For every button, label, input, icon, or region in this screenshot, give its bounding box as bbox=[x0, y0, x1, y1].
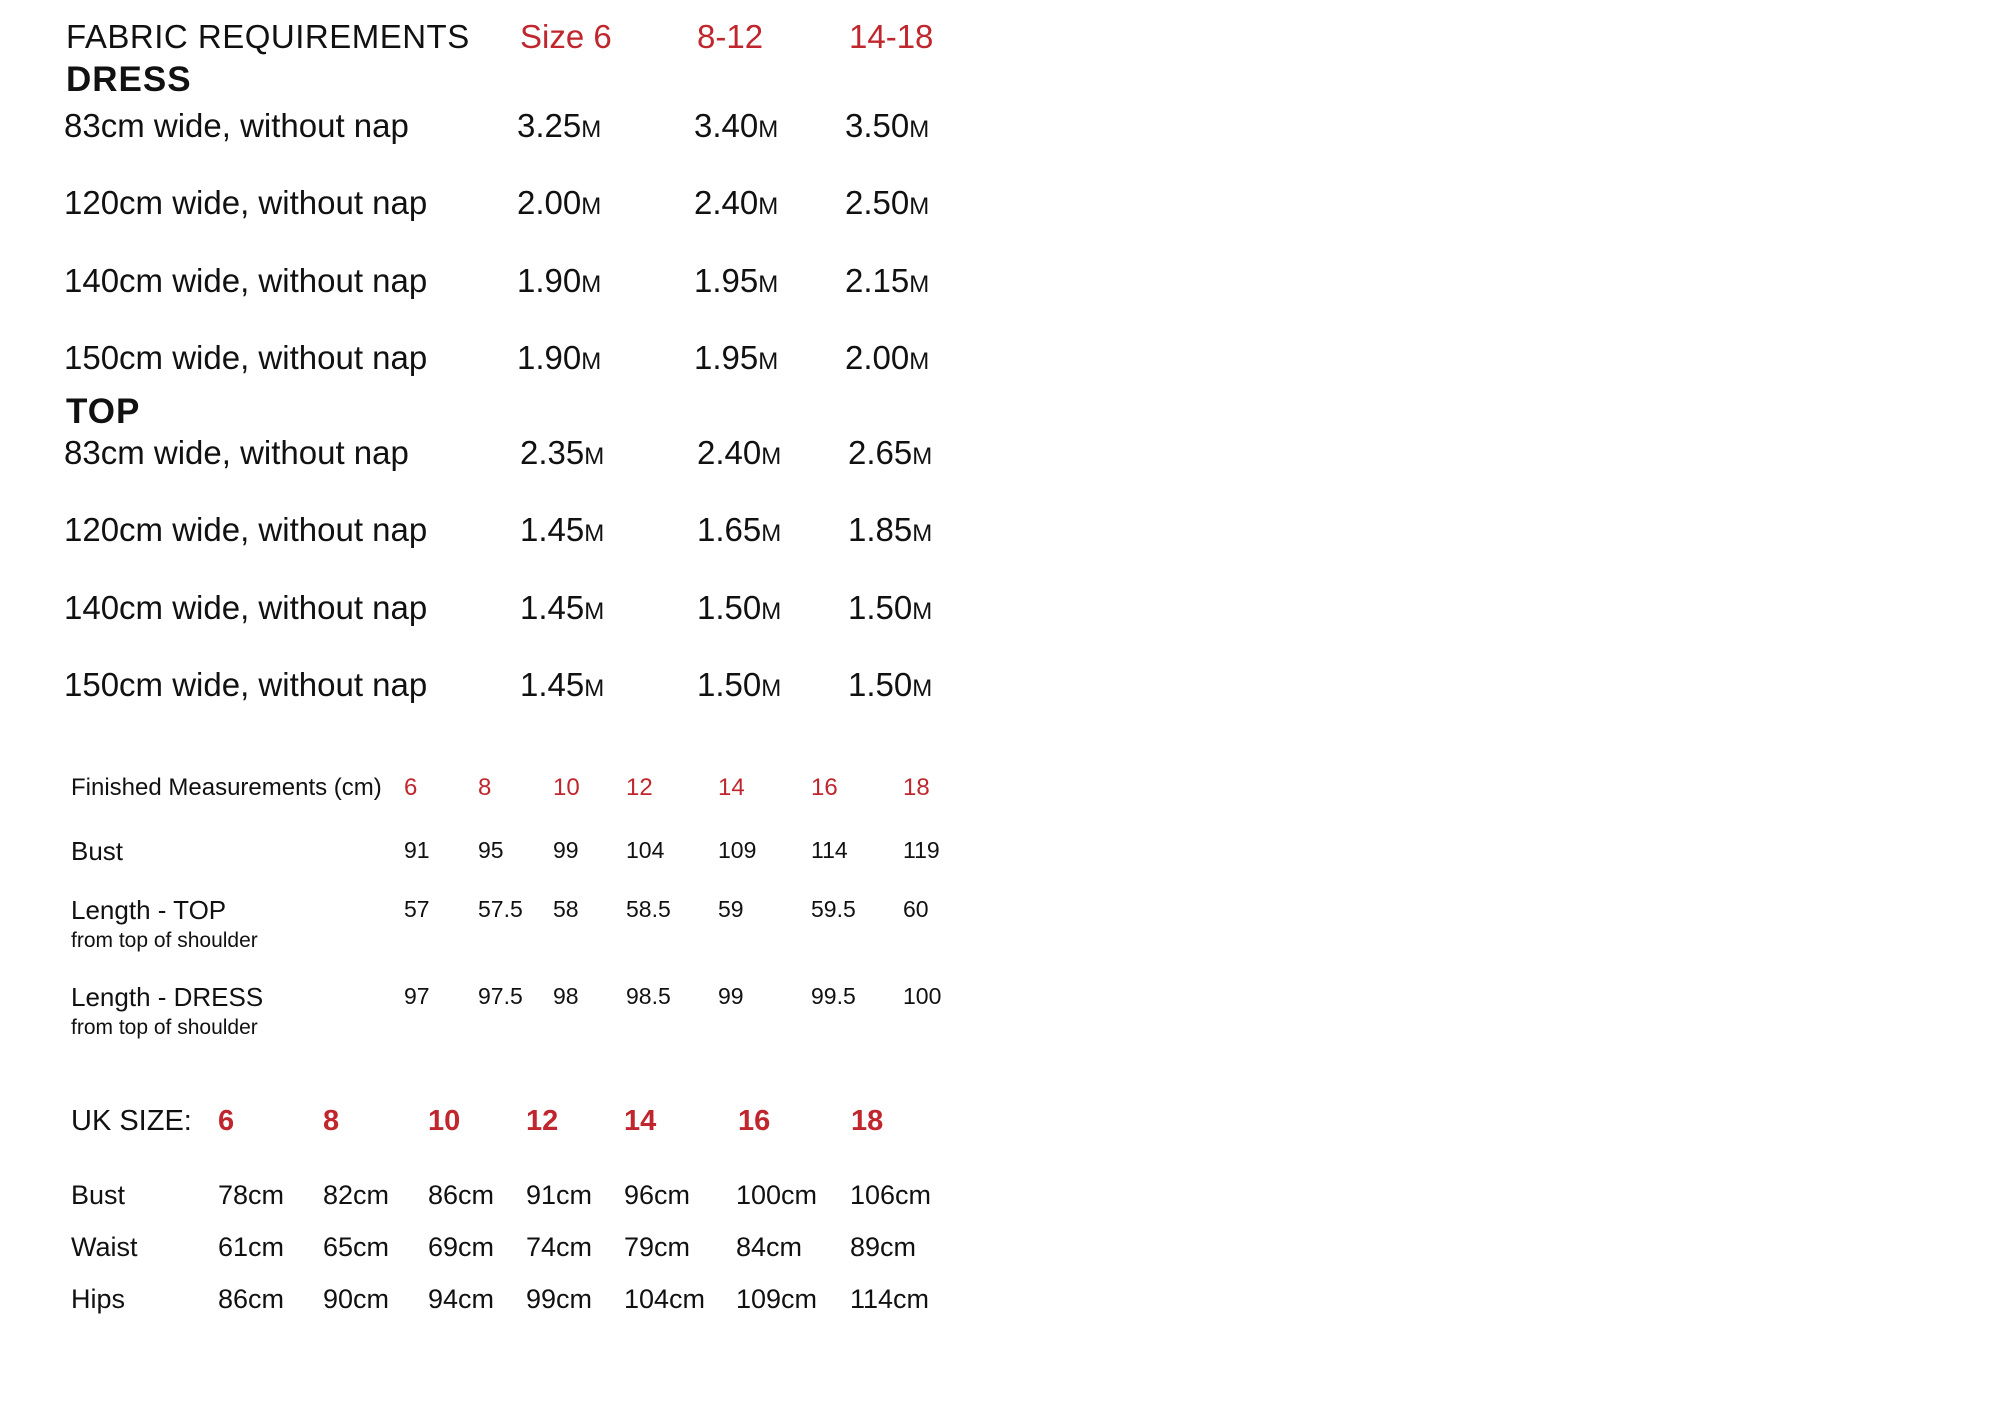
finished-size-header: 10 bbox=[553, 774, 580, 801]
uk-value: 94cm bbox=[428, 1284, 495, 1314]
fabric-amount bbox=[848, 589, 932, 627]
finished-value: 59.5 bbox=[811, 896, 856, 922]
uk-size-header: 6 bbox=[218, 1105, 235, 1137]
uk-value: 106cm bbox=[850, 1180, 932, 1210]
fabric-width-label: 140cm wide, without nap bbox=[64, 262, 428, 299]
uk-size-title: UK SIZE: bbox=[71, 1105, 192, 1137]
fabric-amount-unit: M bbox=[761, 443, 782, 470]
fabric-amount-unit: M bbox=[584, 598, 605, 625]
finished-value: 97 bbox=[404, 983, 430, 1009]
finished-value: 91 bbox=[404, 837, 430, 863]
finished-value: 104 bbox=[626, 837, 665, 863]
fabric-title: FABRIC REQUIREMENTS bbox=[66, 18, 470, 55]
fabric-amount-value: 2.40 bbox=[697, 434, 762, 471]
fabric-amount bbox=[697, 511, 781, 549]
uk-value: 84cm bbox=[736, 1232, 803, 1262]
fabric-amount-value: 2.00 bbox=[517, 184, 582, 221]
uk-value: 114cm bbox=[850, 1284, 930, 1314]
fabric-amount-value: 3.40 bbox=[694, 107, 759, 144]
finished-title: Finished Measurements (cm) bbox=[71, 774, 382, 801]
uk-value: 69cm bbox=[428, 1232, 495, 1262]
fabric-amount-unit: M bbox=[912, 675, 933, 702]
fabric-width-label: 120cm wide, without nap bbox=[64, 184, 428, 221]
fabric-amount-value: 1.95 bbox=[694, 339, 759, 376]
fabric-amount bbox=[520, 589, 604, 627]
finished-value: 99 bbox=[718, 983, 744, 1009]
finished-value: 57.5 bbox=[478, 896, 523, 922]
fabric-amount-unit: M bbox=[912, 443, 933, 470]
finished-value: 99 bbox=[553, 837, 579, 863]
uk-value: 104cm bbox=[624, 1284, 706, 1314]
fabric-amount bbox=[848, 666, 932, 704]
fabric-amount-value: 1.45 bbox=[520, 511, 585, 548]
fabric-amount bbox=[845, 262, 929, 300]
fabric-width-label: 150cm wide, without nap bbox=[64, 339, 428, 376]
finished-value: 59 bbox=[718, 896, 744, 922]
fabric-width-label: 83cm wide, without nap bbox=[64, 434, 409, 471]
uk-value: 74cm bbox=[526, 1232, 593, 1262]
fabric-amount-value: 2.15 bbox=[845, 262, 910, 299]
fabric-amount bbox=[845, 107, 929, 145]
fabric-amount bbox=[520, 666, 604, 704]
fabric-amount-value: 1.50 bbox=[697, 666, 762, 703]
fabric-amount-value: 1.50 bbox=[697, 589, 762, 626]
fabric-amount-unit: M bbox=[758, 193, 779, 220]
finished-size-header: 14 bbox=[718, 774, 745, 801]
finished-row-label: Length - TOP bbox=[71, 895, 227, 925]
section-heading: DRESS bbox=[66, 60, 192, 99]
fabric-amount-value: 2.50 bbox=[845, 184, 910, 221]
finished-value: 98.5 bbox=[626, 983, 671, 1009]
finished-value: 95 bbox=[478, 837, 504, 863]
fabric-amount bbox=[697, 666, 781, 704]
finished-value: 114 bbox=[811, 837, 848, 863]
finished-size-header: 12 bbox=[626, 774, 653, 801]
finished-size-header: 8 bbox=[478, 774, 492, 801]
finished-value: 97.5 bbox=[478, 983, 523, 1009]
fabric-amount-value: 1.90 bbox=[517, 262, 582, 299]
fabric-amount-unit: M bbox=[584, 520, 605, 547]
uk-value: 100cm bbox=[736, 1180, 818, 1210]
fabric-amount-unit: M bbox=[758, 271, 779, 298]
fabric-amount-unit: M bbox=[761, 520, 782, 547]
fabric-amount-value: 1.50 bbox=[848, 589, 913, 626]
fabric-amount-value: 1.45 bbox=[520, 666, 585, 703]
fabric-amount-value: 1.85 bbox=[848, 511, 913, 548]
fabric-amount-unit: M bbox=[909, 116, 930, 143]
uk-value: 82cm bbox=[323, 1180, 390, 1210]
finished-value: 99.5 bbox=[811, 983, 856, 1009]
fabric-amount-unit: M bbox=[581, 271, 602, 298]
fabric-amount-value: 2.40 bbox=[694, 184, 759, 221]
fabric-amount-unit: M bbox=[761, 675, 782, 702]
fabric-amount-value: 1.65 bbox=[697, 511, 762, 548]
fabric-amount bbox=[845, 339, 929, 377]
fabric-amount-unit: M bbox=[909, 271, 930, 298]
fabric-amount-value: 1.95 bbox=[694, 262, 759, 299]
fabric-amount-value: 2.35 bbox=[520, 434, 585, 471]
fabric-amount bbox=[694, 262, 778, 300]
fabric-amount-unit: M bbox=[909, 193, 930, 220]
fabric-amount-value: 2.65 bbox=[848, 434, 913, 471]
uk-value: 109cm bbox=[736, 1284, 818, 1314]
finished-value: 57 bbox=[404, 896, 430, 922]
fabric-amount-unit: M bbox=[912, 598, 933, 625]
fabric-amount-value: 2.00 bbox=[845, 339, 910, 376]
uk-value: 78cm bbox=[218, 1180, 285, 1210]
finished-row-label: Bust bbox=[71, 836, 124, 866]
uk-row-label: Bust bbox=[71, 1180, 126, 1210]
fabric-amount bbox=[697, 589, 781, 627]
fabric-amount-value: 3.50 bbox=[845, 107, 910, 144]
fabric-amount bbox=[517, 184, 601, 222]
fabric-amount-value: 3.25 bbox=[517, 107, 582, 144]
finished-size-header: 16 bbox=[811, 774, 838, 801]
finished-value: 58 bbox=[553, 896, 579, 922]
uk-value: 96cm bbox=[624, 1180, 691, 1210]
uk-value: 86cm bbox=[428, 1180, 495, 1210]
uk-size-header: 12 bbox=[526, 1105, 559, 1137]
fabric-amount-unit: M bbox=[581, 348, 602, 375]
fabric-amount-unit: M bbox=[581, 193, 602, 220]
fabric-amount bbox=[694, 184, 778, 222]
fabric-amount-unit: M bbox=[581, 116, 602, 143]
fabric-amount bbox=[848, 434, 932, 472]
uk-size-header: 8 bbox=[323, 1105, 340, 1137]
fabric-amount-value: 1.45 bbox=[520, 589, 585, 626]
fabric-amount bbox=[517, 107, 601, 145]
finished-value: 98 bbox=[553, 983, 579, 1009]
finished-size-header: 18 bbox=[903, 774, 930, 801]
uk-row-label: Waist bbox=[71, 1232, 138, 1262]
finished-value: 109 bbox=[718, 837, 757, 863]
fabric-width-label: 120cm wide, without nap bbox=[64, 511, 428, 548]
finished-value: 100 bbox=[903, 983, 942, 1009]
fabric-amount bbox=[694, 339, 778, 377]
fabric-amount-unit: M bbox=[584, 675, 605, 702]
finished-value: 58.5 bbox=[626, 896, 671, 922]
finished-row-label: Length - DRESS bbox=[71, 982, 264, 1012]
uk-size-header: 16 bbox=[738, 1105, 771, 1137]
finished-value: 119 bbox=[903, 837, 940, 863]
uk-value: 61cm bbox=[218, 1232, 285, 1262]
fabric-amount bbox=[845, 184, 929, 222]
uk-value: 90cm bbox=[323, 1284, 390, 1314]
fabric-amount-unit: M bbox=[758, 348, 779, 375]
section-heading: TOP bbox=[66, 392, 141, 431]
fabric-amount bbox=[520, 434, 604, 472]
uk-value: 79cm bbox=[624, 1232, 691, 1262]
uk-value: 86cm bbox=[218, 1284, 285, 1314]
fabric-amount bbox=[694, 107, 778, 145]
uk-size-header: 14 bbox=[624, 1105, 657, 1137]
fabric-amount bbox=[520, 511, 604, 549]
fabric-size-header: 14-18 bbox=[849, 18, 934, 55]
uk-value: 99cm bbox=[526, 1284, 593, 1314]
fabric-amount bbox=[848, 511, 932, 549]
finished-size-header: 6 bbox=[404, 774, 418, 801]
finished-row-sublabel: from top of shoulder bbox=[71, 929, 258, 952]
fabric-size-header: 8-12 bbox=[697, 18, 764, 55]
fabric-amount-unit: M bbox=[758, 116, 779, 143]
fabric-size-header: Size 6 bbox=[520, 18, 612, 55]
fabric-amount-unit: M bbox=[912, 520, 933, 547]
fabric-amount-unit: M bbox=[584, 443, 605, 470]
uk-value: 65cm bbox=[323, 1232, 390, 1262]
uk-size-header: 10 bbox=[428, 1105, 461, 1137]
uk-value: 91cm bbox=[526, 1180, 593, 1210]
fabric-amount-value: 1.50 bbox=[848, 666, 913, 703]
fabric-amount-value: 1.90 bbox=[517, 339, 582, 376]
finished-row-sublabel: from top of shoulder bbox=[71, 1016, 258, 1039]
fabric-width-label: 140cm wide, without nap bbox=[64, 589, 428, 626]
uk-row-label: Hips bbox=[71, 1284, 126, 1314]
fabric-amount-unit: M bbox=[909, 348, 930, 375]
fabric-amount bbox=[697, 434, 781, 472]
fabric-amount-unit: M bbox=[761, 598, 782, 625]
uk-value: 89cm bbox=[850, 1232, 917, 1262]
fabric-width-label: 83cm wide, without nap bbox=[64, 107, 409, 144]
fabric-width-label: 150cm wide, without nap bbox=[64, 666, 428, 703]
fabric-amount bbox=[517, 262, 601, 300]
finished-value: 60 bbox=[903, 896, 929, 922]
uk-size-header: 18 bbox=[851, 1105, 884, 1137]
fabric-amount bbox=[517, 339, 601, 377]
